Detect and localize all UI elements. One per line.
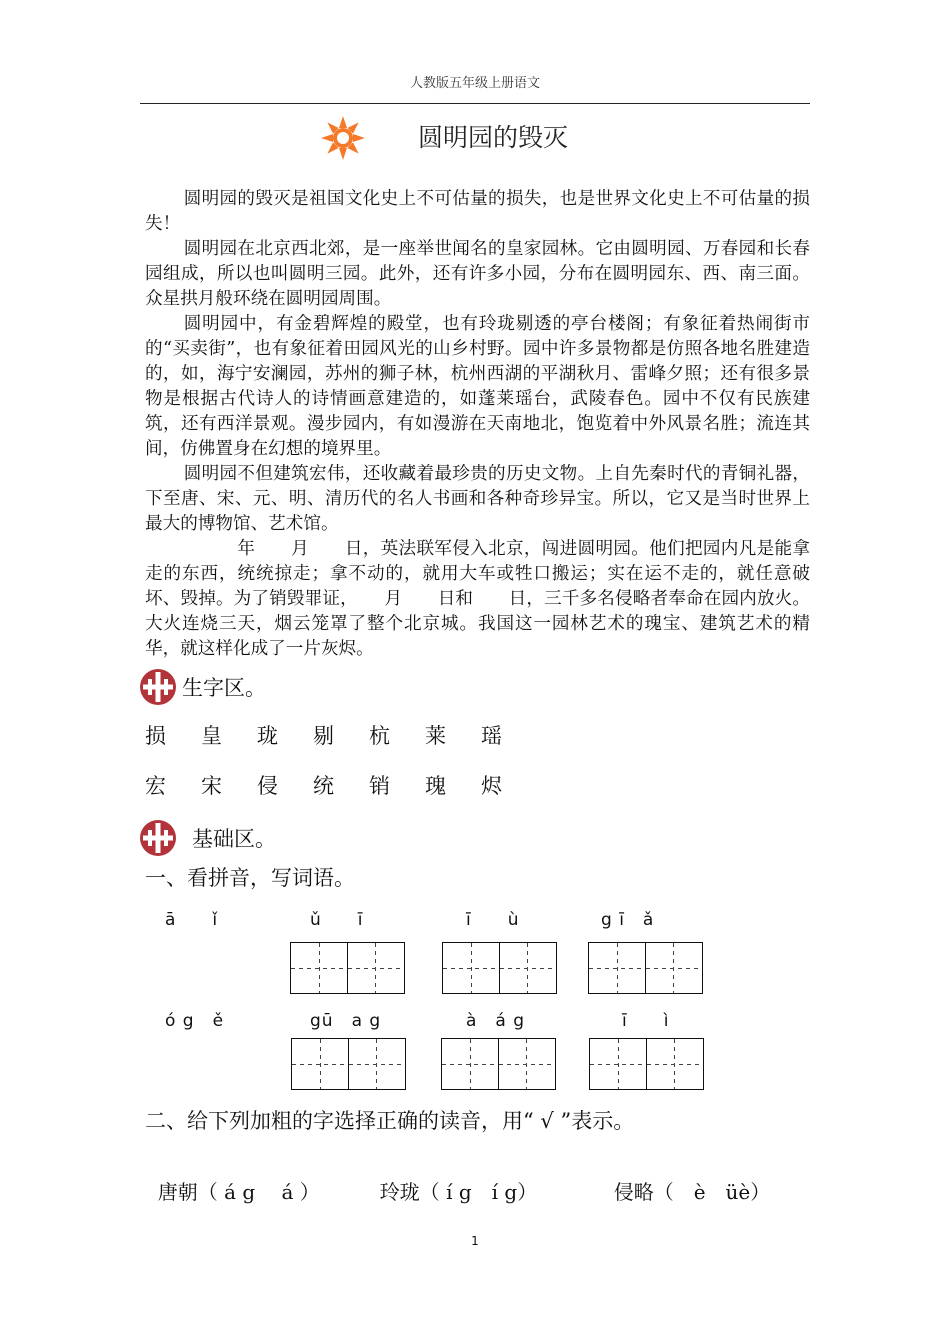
writing-cell[interactable]	[347, 942, 405, 994]
answer-grid[interactable]	[290, 942, 405, 994]
character: 莱	[425, 724, 446, 748]
writing-cell[interactable]	[499, 942, 557, 994]
writing-cell[interactable]	[498, 1038, 556, 1090]
pinyin-prompt: gū a g	[310, 1011, 382, 1031]
answer-grid[interactable]	[588, 942, 703, 994]
character: 损	[145, 724, 166, 748]
lesson-passage	[145, 187, 810, 662]
section-cross-icon	[138, 667, 178, 707]
pinyin-prompt: ī ù	[466, 910, 520, 930]
character: 剔	[313, 724, 334, 748]
basics-section-title: 基础区。	[192, 827, 276, 851]
question-2-title: 二、给下列加粗的字选择正确的读音，用“ √ ”表示。	[145, 1109, 635, 1133]
character: 宏	[145, 774, 166, 798]
character: 烬	[481, 774, 502, 798]
section-cross-icon	[138, 818, 178, 858]
writing-cell[interactable]	[645, 942, 703, 994]
sun-icon	[320, 115, 366, 161]
character: 瑶	[481, 724, 502, 748]
writing-cell[interactable]	[646, 1038, 704, 1090]
passage-paragraph: 圆明园中，有金碧辉煌的殿堂，也有玲珑剔透的亭台楼阁；有象征着热闹街市的“买卖街”，也有象征着田园风光的山乡村野。园中许多景物都是仿照各地名胜建造的，如，海宁安澜园，苏州的狮子林，杭州西湖的平湖秋月、雷峰夕照；还有很多景物是根据古代诗人的诗情画意建造的，如蓬莱瑶台，武陵春色。园中不仅有民族建筑，还有西洋景观。漫步园内，有如漫游在天南地北，饱览着中外风景名胜；流连其间，仿佛置身在幻想的境界里。	[145, 314, 810, 459]
character: 销	[369, 774, 390, 798]
character: 侵	[257, 774, 278, 798]
characters-section-heading	[138, 667, 266, 707]
writing-cell[interactable]	[441, 1038, 499, 1090]
pinyin-prompt: ā ǐ	[165, 910, 219, 930]
writing-cell[interactable]	[348, 1038, 406, 1090]
reading-options[interactable]: （ è üè）	[653, 1180, 771, 1204]
character: 杭	[369, 724, 390, 748]
basics-section-heading	[138, 818, 276, 858]
passage-paragraph: 圆明园不但建筑宏伟，还收藏着最珍贵的历史文物。上自先秦时代的青铜礼器，下至唐、宋、元、明、清历代的名人书画和各种奇珍异宝。所以，它又是当时世界上最大的博物馆、艺术馆。	[145, 464, 810, 534]
character: 宋	[201, 774, 222, 798]
header-divider	[140, 103, 810, 104]
passage-paragraph: 圆明园的毁灭是祖国文化史上不可估量的损失，也是世界文化史上不可估量的损失！	[145, 189, 810, 234]
writing-cell[interactable]	[588, 942, 646, 994]
page-number: 1	[471, 1234, 479, 1248]
answer-grid[interactable]	[442, 942, 557, 994]
reading-choices	[145, 1152, 770, 1205]
answer-grid[interactable]	[441, 1038, 556, 1090]
character: 瑰	[425, 774, 446, 798]
reading-word: 玲珑	[379, 1180, 420, 1204]
lesson-title: 圆明园的毁灭	[418, 123, 569, 152]
answer-grid[interactable]	[291, 1038, 406, 1090]
writing-cell[interactable]	[442, 942, 500, 994]
character: 皇	[201, 724, 222, 748]
question-1-title: 一、看拼音，写词语。	[145, 866, 355, 890]
reading-item[interactable]	[614, 1176, 771, 1205]
reading-word: 唐朝	[157, 1180, 198, 1204]
pinyin-prompt: ó g ě	[165, 1011, 225, 1031]
writing-cell[interactable]	[589, 1038, 647, 1090]
passage-paragraph: 年 月 日，英法联军侵入北京，闯进圆明园。他们把园内凡是能拿走的东西，统统掠走；拿不动的，就用大车或牲口搬运；实在运不走的，就任意破坏、毁掉。为了销毁罪证， 月 日和 日，三千多名侵略者奉命在园内放火。大火连烧三天，烟云笼罩了整个北京城。我国这一园林艺术的瑰宝、建筑艺术的精华，就这样化成了一片灰烬。	[145, 539, 810, 659]
running-header: 人教版五年级上册语文	[409, 76, 540, 91]
reading-word: 侵略	[613, 1180, 654, 1204]
answer-grid[interactable]	[589, 1038, 704, 1090]
character-row-2	[145, 770, 537, 800]
character: 统	[313, 774, 334, 798]
reading-item[interactable]	[158, 1176, 380, 1205]
reading-options[interactable]: （ á g á ）	[197, 1180, 320, 1204]
writing-cell[interactable]	[291, 1038, 349, 1090]
writing-cell[interactable]	[290, 942, 348, 994]
passage-paragraph: 圆明园在北京西北郊，是一座举世闻名的皇家园林。它由圆明园、万春园和长春园组成，所以也叫圆明三园。此外，还有许多小园，分布在圆明园东、西、南三面。众星拱月般环绕在圆明园周围。	[145, 239, 810, 309]
pinyin-prompt: ī ì	[622, 1011, 670, 1031]
reading-options[interactable]: （ í g í g）	[419, 1180, 538, 1204]
pinyin-prompt: g ī ǎ	[601, 910, 655, 930]
characters-section-title: 生字区。	[182, 676, 266, 700]
reading-item[interactable]	[380, 1176, 614, 1205]
pinyin-prompt: ǔ ī	[310, 910, 364, 930]
pinyin-prompt: à á g	[466, 1011, 526, 1031]
character: 珑	[257, 724, 278, 748]
character-row-1	[145, 720, 537, 750]
